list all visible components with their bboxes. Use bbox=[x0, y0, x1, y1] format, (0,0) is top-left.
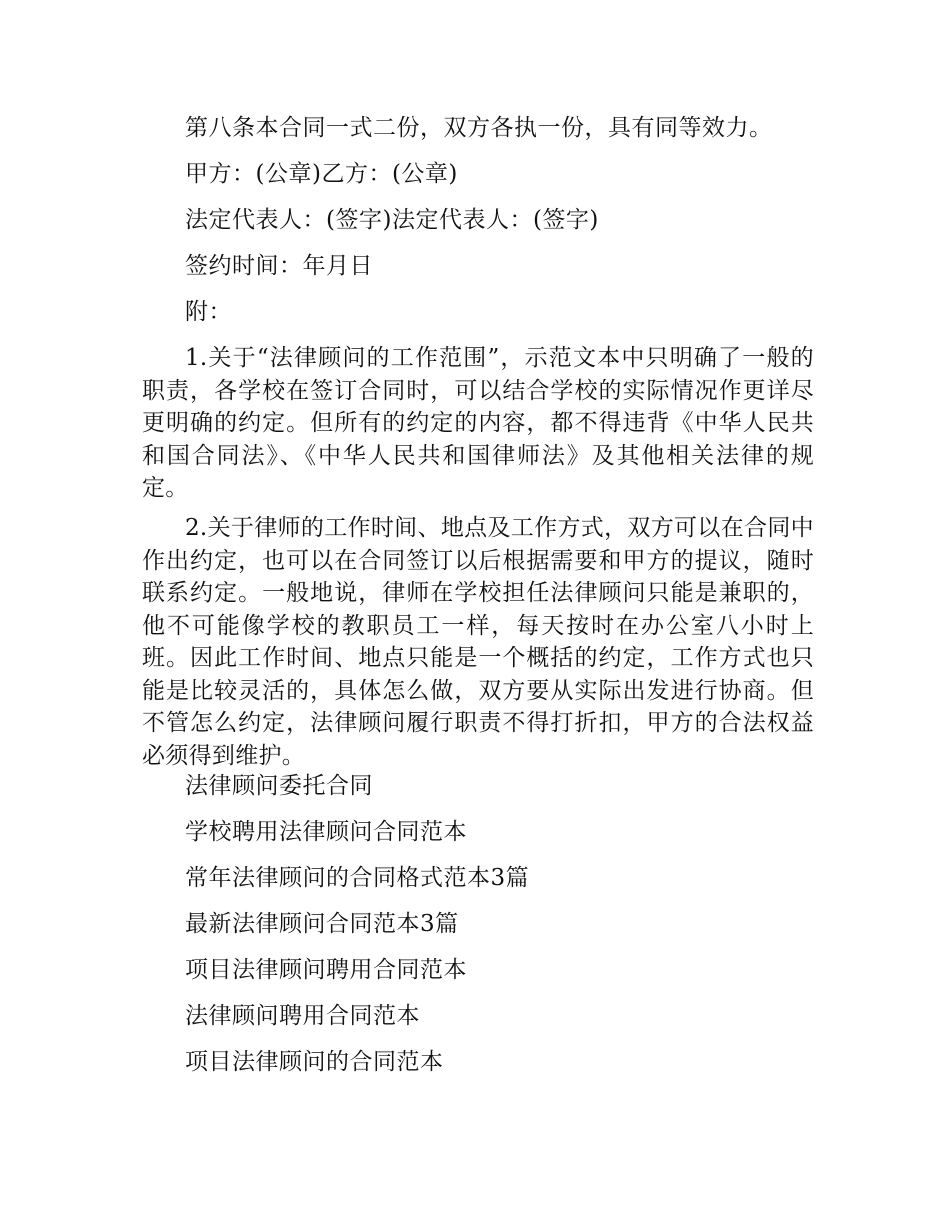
signing-date-text: 签约时间：年月日 bbox=[185, 253, 373, 279]
appendix-note-2: 2.关于律师的工作时间、地点及工作方式，双方可以在合同中作出约定，也可以在合同签订以后根据需要和甲方的提议，随时联系约定。一般地说，律师在学校担任法律顾问只能是兼职的，他不可能像学校的教职员工一样，每天按时在办公室八小时上班。因此工作时间、地点只能是一个概括的约定，工作方式也只能是比较灵活的，具体怎么做，双方要从实际出发进行协商。但不管怎么约定，法律顾问履行职责不得打折扣，甲方的合法权益必须得到维护。 bbox=[142, 515, 814, 769]
party-seals-text: 甲方：(公章)乙方：(公章) bbox=[185, 161, 458, 187]
related-link[interactable]: 常年法律顾问的合同格式范本3篇 bbox=[185, 865, 530, 891]
related-link[interactable]: 法律顾问委托合同 bbox=[185, 773, 373, 799]
appendix-label: 附： bbox=[185, 299, 232, 325]
related-link[interactable]: 最新法律顾问合同范本3篇 bbox=[185, 911, 459, 937]
related-link[interactable]: 法律顾问聘用合同范本 bbox=[185, 1003, 420, 1029]
related-link[interactable]: 项目法律顾问聘用合同范本 bbox=[185, 957, 467, 983]
related-link[interactable]: 学校聘用法律顾问合同范本 bbox=[185, 819, 467, 845]
clause-8-text: 第八条本合同一式二份，双方各执一份，具有同等效力。 bbox=[185, 115, 773, 141]
representatives-text: 法定代表人：(签字)法定代表人：(签字) bbox=[185, 207, 599, 233]
appendix-note-1: 1.关于“法律顾问的工作范围”，示范文本中只明确了一般的职责，各学校在签订合同时，可以结合学校的实际情况作更详尽更明确的约定。但所有的约定的内容，都不得违背《中华人民共和国合同法》、《中华人民共和国律师法》及其他相关法律的规定。 bbox=[142, 345, 814, 501]
related-link[interactable]: 项目法律顾问的合同范本 bbox=[185, 1049, 444, 1075]
